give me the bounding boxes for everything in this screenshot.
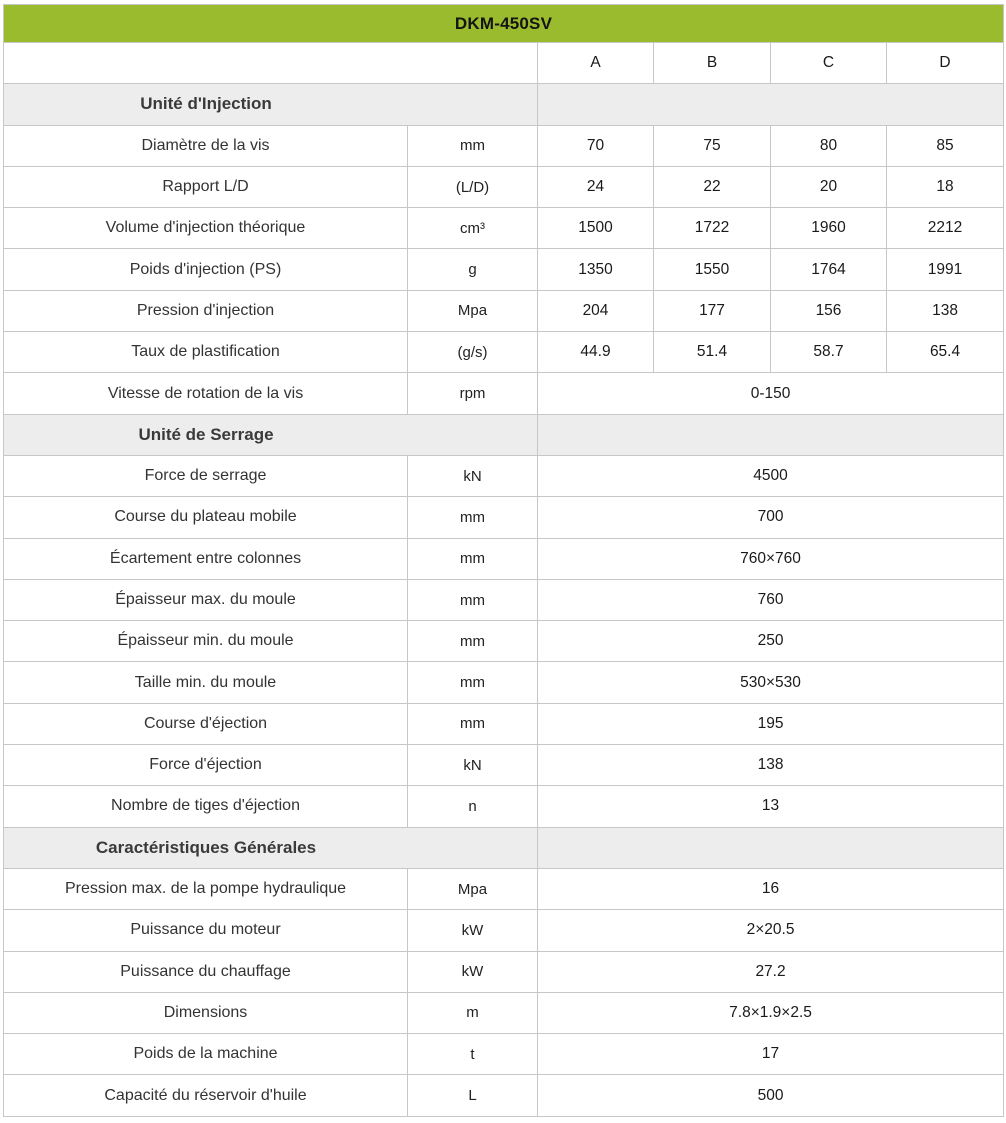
row-unit: n [408,786,538,827]
spec-row [4,455,1004,496]
spec-table [3,4,1004,1117]
row-value-d: 1991 [887,249,1004,290]
spec-row [4,910,1004,951]
row-unit: Mpa [408,290,538,331]
row-label: Course du plateau mobile [4,497,408,538]
spec-row [4,249,1004,290]
row-value-b: 177 [654,290,771,331]
section-title-cell [4,414,538,455]
model-title: DKM-450SV [4,5,1004,43]
spec-row [4,745,1004,786]
section-title: Caractéristiques Générales [95,837,317,857]
column-header-spacer [4,43,538,84]
row-unit: Mpa [408,868,538,909]
row-unit: rpm [408,373,538,414]
row-value-span: 0-150 [538,373,1004,414]
row-unit: kW [408,910,538,951]
row-label: Puissance du moteur [4,910,408,951]
spec-row [4,497,1004,538]
row-value-a: 1500 [538,208,654,249]
row-label: Vitesse de rotation de la vis [4,373,408,414]
row-value-b: 1550 [654,249,771,290]
row-value-span: 500 [538,1075,1004,1116]
section-title-cell [4,827,538,868]
row-label: Pression max. de la pompe hydraulique [4,868,408,909]
row-value-d: 138 [887,290,1004,331]
section-header-row [4,84,1004,125]
row-label: Poids de la machine [4,1034,408,1075]
row-value-a: 24 [538,166,654,207]
row-label: Taux de plastification [4,332,408,373]
row-value-d: 65.4 [887,332,1004,373]
spec-row [4,373,1004,414]
section-header-row [4,827,1004,868]
row-label: Épaisseur min. du moule [4,621,408,662]
row-unit: kN [408,455,538,496]
column-header-b: B [654,43,771,84]
row-label: Rapport L/D [4,166,408,207]
section-title: Unité d'Injection [140,94,272,114]
row-value-span: 760×760 [538,538,1004,579]
spec-row [4,1034,1004,1075]
row-unit: kN [408,745,538,786]
row-value-d: 18 [887,166,1004,207]
row-value-span: 700 [538,497,1004,538]
spec-row [4,662,1004,703]
row-label: Force de serrage [4,455,408,496]
row-value-c: 1960 [771,208,887,249]
row-value-c: 80 [771,125,887,166]
spec-row [4,332,1004,373]
row-value-d: 2212 [887,208,1004,249]
row-value-span: 760 [538,579,1004,620]
row-value-a: 44.9 [538,332,654,373]
row-value-span: 16 [538,868,1004,909]
row-label: Dimensions [4,992,408,1033]
row-value-a: 1350 [538,249,654,290]
section-spacer-cell [538,414,1004,455]
row-label: Nombre de tiges d'éjection [4,786,408,827]
row-label: Diamètre de la vis [4,125,408,166]
row-label: Course d'éjection [4,703,408,744]
column-header-d: D [887,43,1004,84]
row-label: Taille min. du moule [4,662,408,703]
row-value-b: 22 [654,166,771,207]
row-unit: mm [408,538,538,579]
row-unit: (g/s) [408,332,538,373]
row-value-b: 1722 [654,208,771,249]
spec-row [4,951,1004,992]
row-label: Capacité du réservoir d'huile [4,1075,408,1116]
row-value-c: 58.7 [771,332,887,373]
row-value-c: 156 [771,290,887,331]
row-value-d: 85 [887,125,1004,166]
row-unit: L [408,1075,538,1116]
row-value-span: 7.8×1.9×2.5 [538,992,1004,1033]
row-value-span: 250 [538,621,1004,662]
row-unit: mm [408,621,538,662]
row-value-span: 27.2 [538,951,1004,992]
section-title-cell [4,84,538,125]
column-header-c: C [771,43,887,84]
row-value-c: 1764 [771,249,887,290]
row-unit: mm [408,662,538,703]
row-unit: kW [408,951,538,992]
section-header-row [4,414,1004,455]
row-label: Épaisseur max. du moule [4,579,408,620]
spec-row [4,166,1004,207]
row-value-span: 4500 [538,455,1004,496]
spec-row [4,579,1004,620]
spec-row [4,992,1004,1033]
row-value-a: 70 [538,125,654,166]
row-unit: g [408,249,538,290]
row-unit: (L/D) [408,166,538,207]
row-value-span: 195 [538,703,1004,744]
section-title: Unité de Serrage [138,424,274,444]
row-value-span: 138 [538,745,1004,786]
spec-row [4,1075,1004,1116]
row-label: Écartement entre colonnes [4,538,408,579]
title-row [4,5,1004,43]
row-value-a: 204 [538,290,654,331]
spec-row [4,125,1004,166]
row-value-b: 51.4 [654,332,771,373]
section-spacer-cell [538,827,1004,868]
row-value-span: 2×20.5 [538,910,1004,951]
spec-row [4,703,1004,744]
row-label: Force d'éjection [4,745,408,786]
section-spacer-cell [538,84,1004,125]
row-unit: mm [408,579,538,620]
row-unit: mm [408,497,538,538]
spec-row [4,208,1004,249]
row-value-span: 13 [538,786,1004,827]
row-label: Puissance du chauffage [4,951,408,992]
row-value-c: 20 [771,166,887,207]
column-header-a: A [538,43,654,84]
row-label: Volume d'injection théorique [4,208,408,249]
row-unit: mm [408,703,538,744]
column-header-row [4,43,1004,84]
spec-row [4,290,1004,331]
spec-row [4,786,1004,827]
spec-row [4,538,1004,579]
row-unit: cm³ [408,208,538,249]
row-unit: t [408,1034,538,1075]
row-unit: m [408,992,538,1033]
spec-row [4,621,1004,662]
row-value-b: 75 [654,125,771,166]
row-value-span: 530×530 [538,662,1004,703]
spec-row [4,868,1004,909]
row-label: Pression d'injection [4,290,408,331]
row-value-span: 17 [538,1034,1004,1075]
row-unit: mm [408,125,538,166]
row-label: Poids d'injection (PS) [4,249,408,290]
